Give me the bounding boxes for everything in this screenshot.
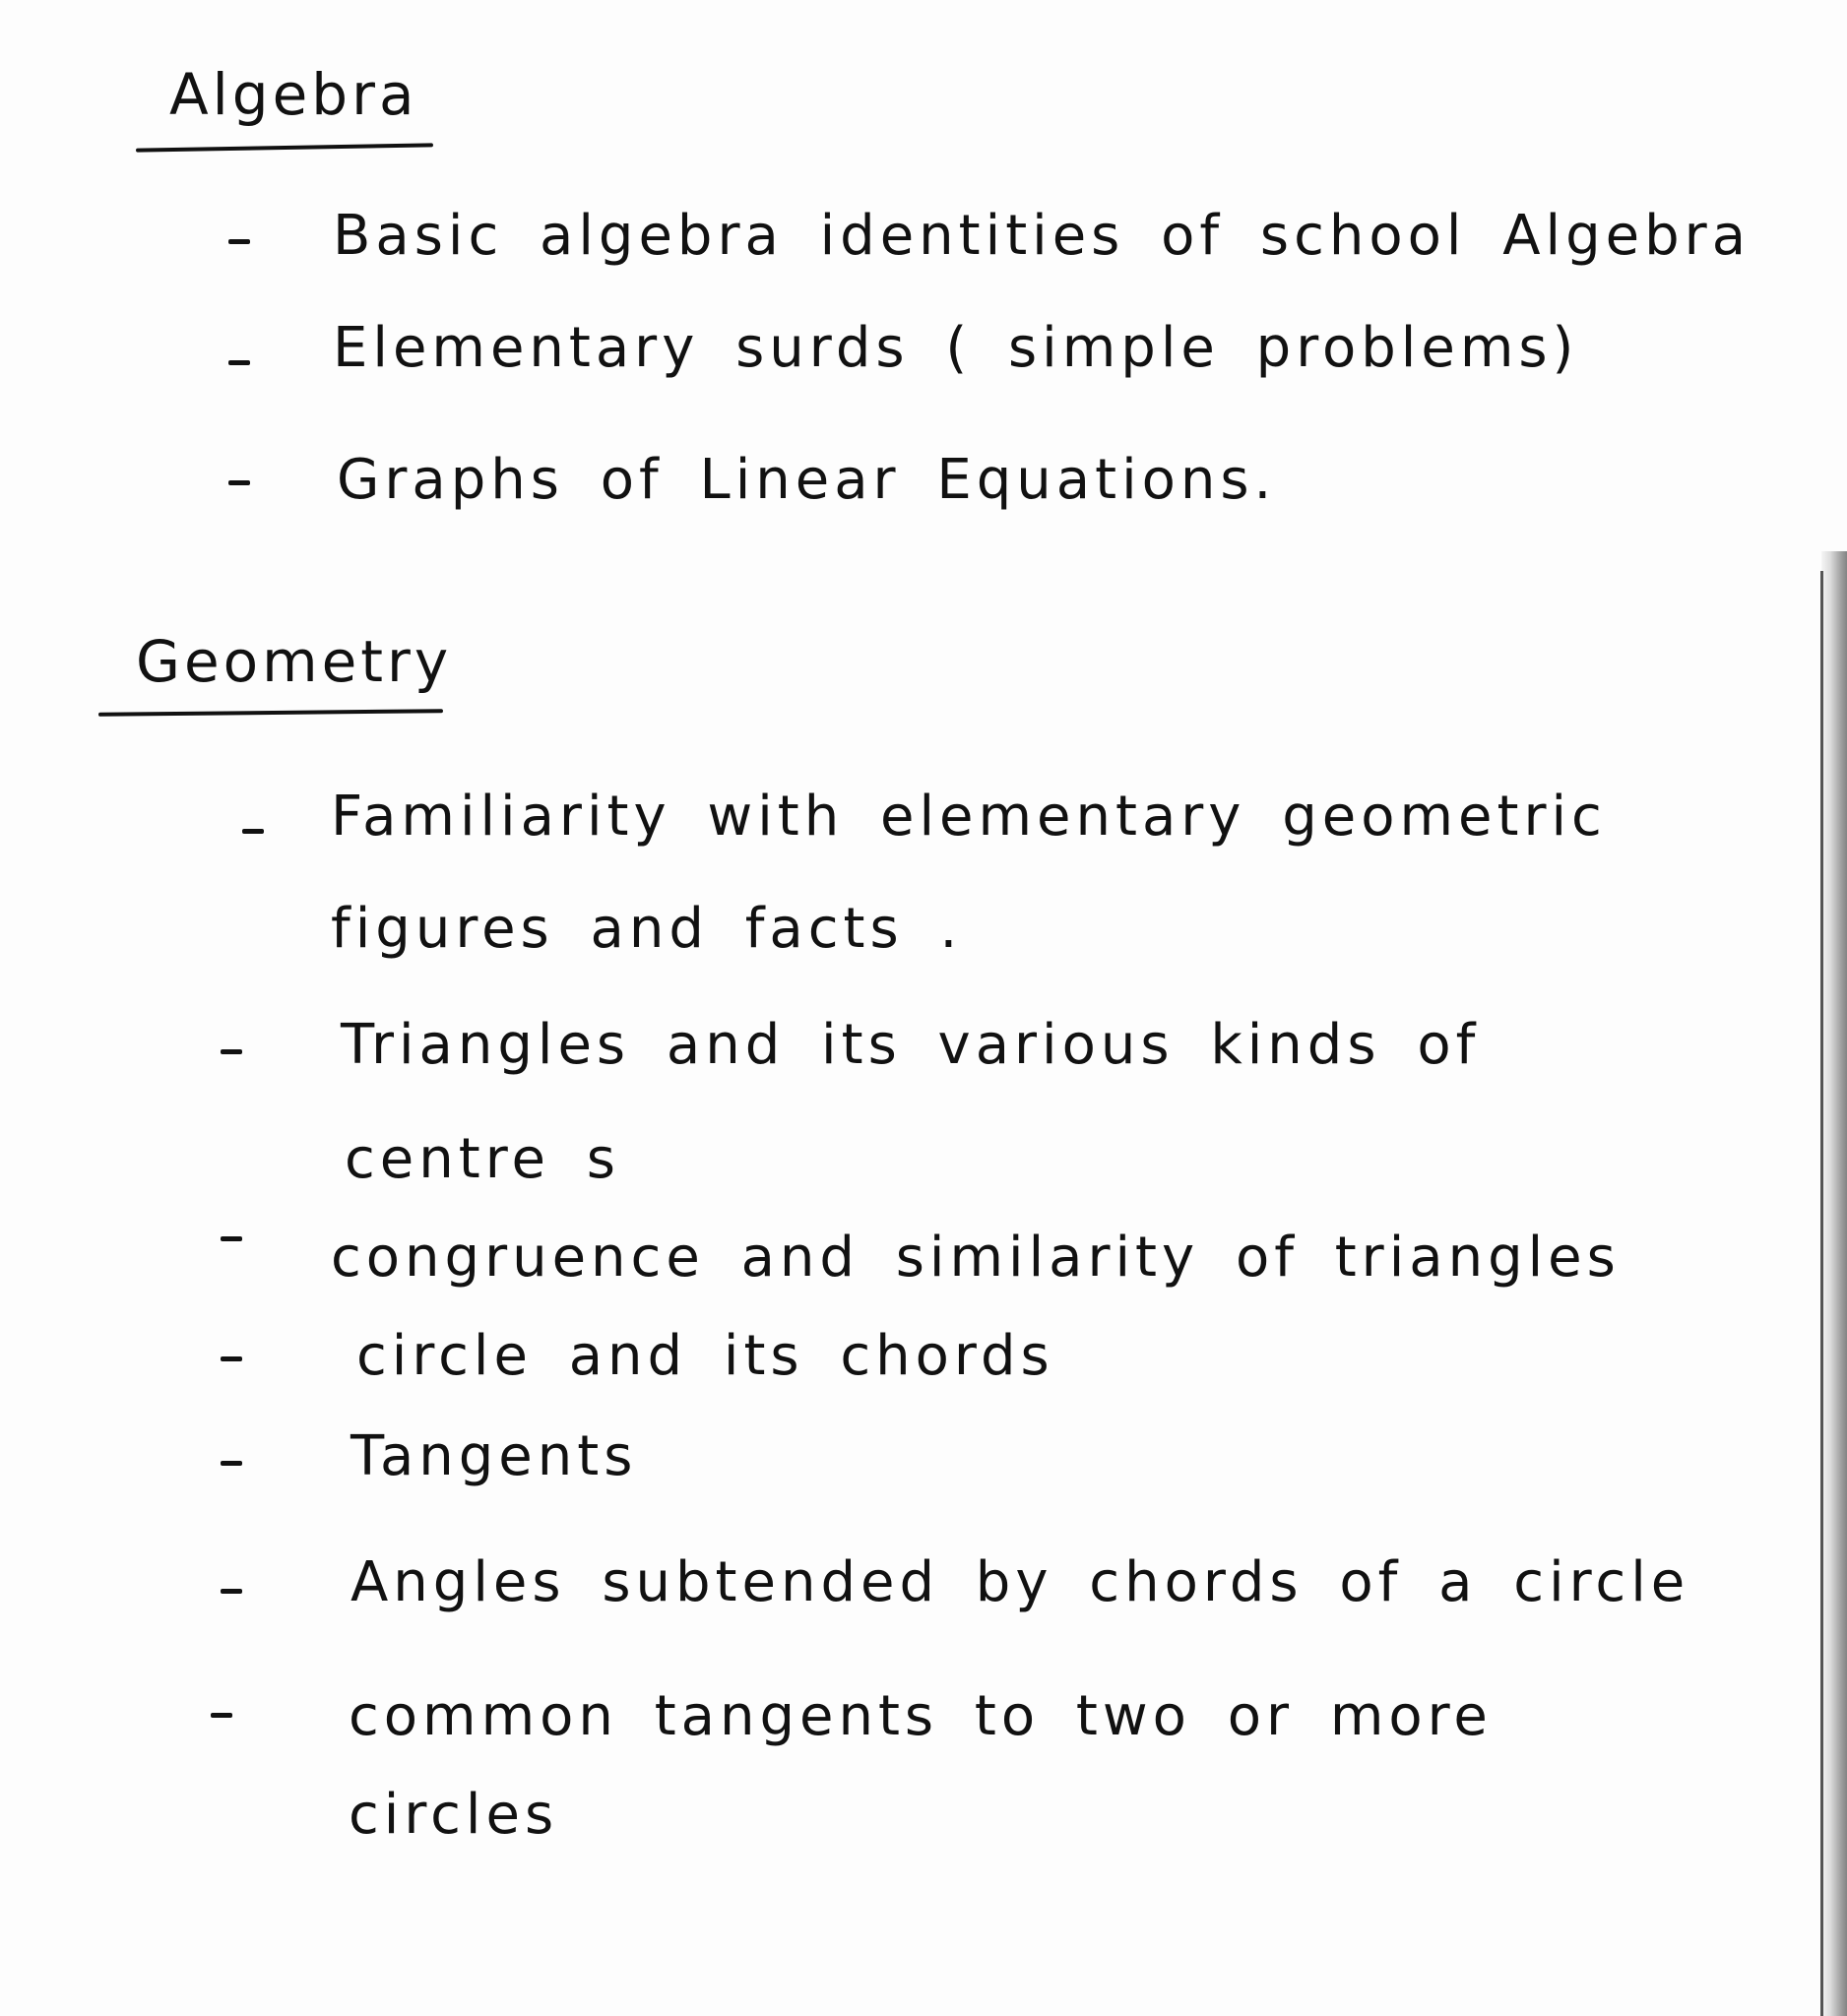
bullet-dash [221, 1049, 242, 1054]
list-item-text: circle and its chords [356, 1324, 1054, 1388]
list-item-text: circles [349, 1783, 559, 1847]
list-item-text: Familiarity with elementary geometric [331, 785, 1607, 849]
bullet-dash [221, 1589, 242, 1594]
list-item-text: congruence and similarity of triangles [331, 1226, 1621, 1290]
bullet-dash [211, 1713, 232, 1718]
section-heading-geometry: Geometry [136, 628, 453, 695]
bullet-dash [221, 1356, 242, 1361]
bullet-dash [228, 480, 250, 485]
list-item-text: centre s [345, 1127, 620, 1191]
list-item-text: common tangents to two or more [349, 1684, 1493, 1748]
list-item-text: Angles subtended by chords of a circle [350, 1550, 1690, 1614]
heading-underline [98, 709, 443, 717]
list-item-text: Triangles and its various kinds of [341, 1013, 1481, 1077]
list-item-text: Basic algebra identities of school Algebra [333, 204, 1751, 268]
paper-edge-line [1820, 571, 1823, 2016]
bullet-dash [228, 239, 250, 244]
list-item-text: Elementary surds ( simple problems) [333, 316, 1579, 380]
list-item-text: Tangents [350, 1424, 638, 1488]
paper-edge [1821, 551, 1847, 2016]
bullet-dash [221, 1461, 242, 1466]
list-item-text: figures and facts . [331, 897, 963, 961]
section-heading-algebra: Algebra [169, 61, 418, 128]
bullet-dash [221, 1236, 242, 1241]
bullet-dash [228, 360, 250, 365]
list-item-text: Graphs of Linear Equations. [337, 448, 1277, 512]
bullet-dash [242, 829, 264, 834]
heading-underline [136, 143, 433, 152]
